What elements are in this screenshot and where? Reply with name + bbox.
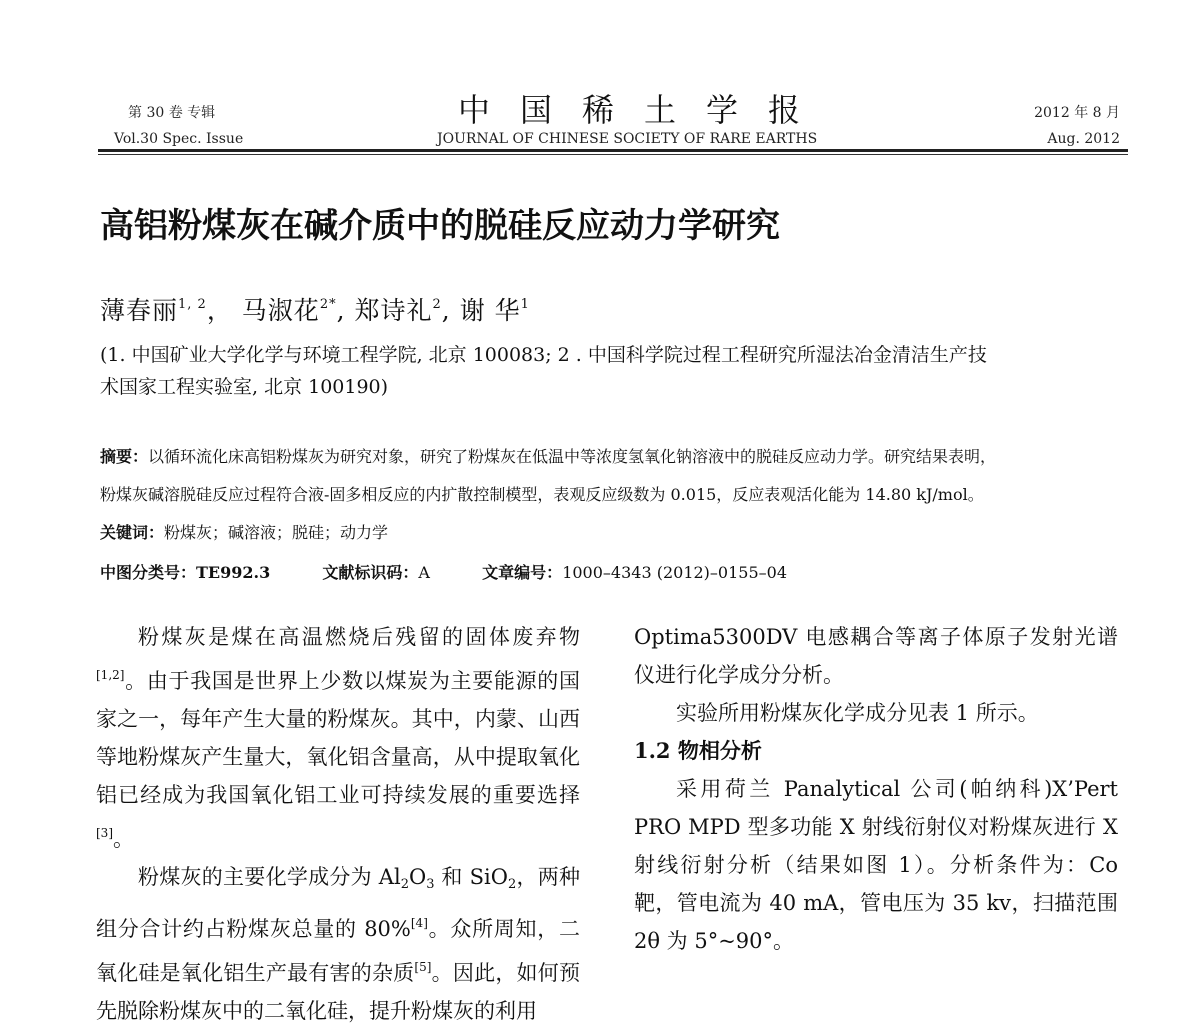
author-name: 马淑花 (241, 296, 320, 325)
keywords-line (100, 517, 388, 549)
author-name: 郑诗礼 (354, 296, 433, 325)
subscript: 3 (426, 877, 435, 892)
body-text: O (408, 865, 427, 889)
abstract-line-2: 粉煤灰碱溶脱硅反应过程符合液-固多相反应的内扩散控制模型，表观反应级数为 0.015，反应表观活化能为 14.80 kJ/mol。 (100, 485, 984, 504)
date-en: Aug. 2012 (1047, 131, 1120, 147)
citation: [5] (414, 960, 432, 974)
body-text: 和 SiO (434, 865, 508, 889)
volume-en: Vol.30 Spec. Issue (114, 131, 244, 147)
affiliation-line-2: 术国家工程实验室, 北京 100190) (100, 376, 389, 398)
citation: [3] (96, 826, 113, 840)
author-affiliation-mark: 2* (319, 297, 337, 312)
journal-title-cn: 中国稀土学报 (458, 91, 831, 129)
affiliation-line-1: (1. 中国矿业大学化学与环境工程学院, 北京 100083; 2 . 中国科学院过程工程研究所湿法冶金清洁生产技 (100, 344, 987, 366)
paragraph: 采用荷兰 Panalytical 公司(帕纳科)X’Pert PRO MPD 型多功能 X 射线衍射仪对粉煤灰进行 X 射线衍射分析（结果如图 1）。分析条件为：Co 靶，管电流为 40 mA，管电压为 35 kv，扫描范围 2θ 为 5°~90°。 (634, 777, 1118, 953)
subscript: 2 (400, 877, 409, 892)
author-separator: , (336, 296, 355, 325)
classification-line (100, 557, 787, 589)
author-affiliation-mark: 1, 2 (178, 297, 207, 312)
keywords-text: 粉煤灰；碱溶液；脱硅；动力学 (164, 523, 389, 542)
article-number-value: 1000–4343 (2012)–0155–04 (562, 563, 787, 582)
author-separator: ， (206, 296, 233, 325)
keywords-label: 关键词： (100, 523, 165, 542)
body-text: 粉煤灰是煤在高温燃烧后残留的固体废弃物 (138, 625, 580, 649)
right-column (634, 618, 1118, 960)
article-number-label: 文章编号： (482, 563, 563, 582)
header-rule-thin (98, 154, 1128, 155)
author-list (100, 289, 530, 327)
author-affiliation-mark: 1 (520, 297, 530, 312)
abstract-text-1: 以循环流化床高铝粉煤灰为研究对象，研究了粉煤灰在低温中等浓度氢氧化钠溶液中的脱硅反应动力学。研究结果表明， (148, 447, 997, 466)
body-text: 。由于我国是世界上少数以煤炭为主要能源的国家之一，每年产生大量的粉煤灰。其中，内蒙、山西等地粉煤灰产生量大，氧化铝含量高，从中提取氧化铝已经成为我国氧化铝工业可持续发展的重要选择 (96, 669, 580, 807)
paragraph (96, 858, 580, 1030)
author-separator: , (441, 296, 460, 325)
clc-label: 中图分类号： (100, 563, 197, 582)
volume-cn: 第 30 卷 专辑 (128, 105, 216, 121)
author-affiliation-mark: 2 (432, 297, 442, 312)
paragraph: 实验所用粉煤灰化学成分见表 1 所示。 (676, 701, 1039, 725)
paragraph (96, 618, 580, 858)
journal-title-en: JOURNAL OF CHINESE SOCIETY OF RARE EARTHS (437, 131, 818, 147)
doc-code-label: 文献标识码： (322, 563, 419, 582)
citation: [4] (410, 916, 428, 930)
paragraph: Optima5300DV 电感耦合等离子体原子发射光谱仪进行化学成分分析。 (634, 625, 1118, 687)
body-text: 粉煤灰的主要化学成分为 Al (138, 865, 401, 889)
citation: [1,2] (96, 668, 125, 682)
article-title: 高铝粉煤灰在碱介质中的脱硅反应动力学研究 (100, 206, 780, 246)
section-heading: 1.2 物相分析 (634, 738, 762, 763)
body-text: 。因此，如何预先脱除粉煤灰中的二氧化硅，提升粉煤灰的利用 (96, 961, 581, 1023)
header-rule-thick (98, 149, 1128, 152)
body-text: ，两种组分合计约占粉煤灰总量的 80% (96, 865, 581, 941)
author-name: 谢 华 (459, 296, 521, 325)
date-cn: 2012 年 8 月 (1034, 105, 1120, 121)
abstract-label: 摘要： (100, 447, 149, 466)
subscript: 2 (507, 877, 517, 892)
doc-code-value: A (418, 563, 430, 582)
body-text: 。 (113, 827, 134, 851)
abstract-line-1 (100, 441, 996, 473)
left-column (96, 618, 580, 1030)
author-name: 薄春丽 (100, 296, 179, 325)
body-text: 。众所周知，二氧化硅是氧化铝生产最有害的杂质 (96, 917, 580, 985)
clc-value: TE992.3 (196, 563, 271, 582)
